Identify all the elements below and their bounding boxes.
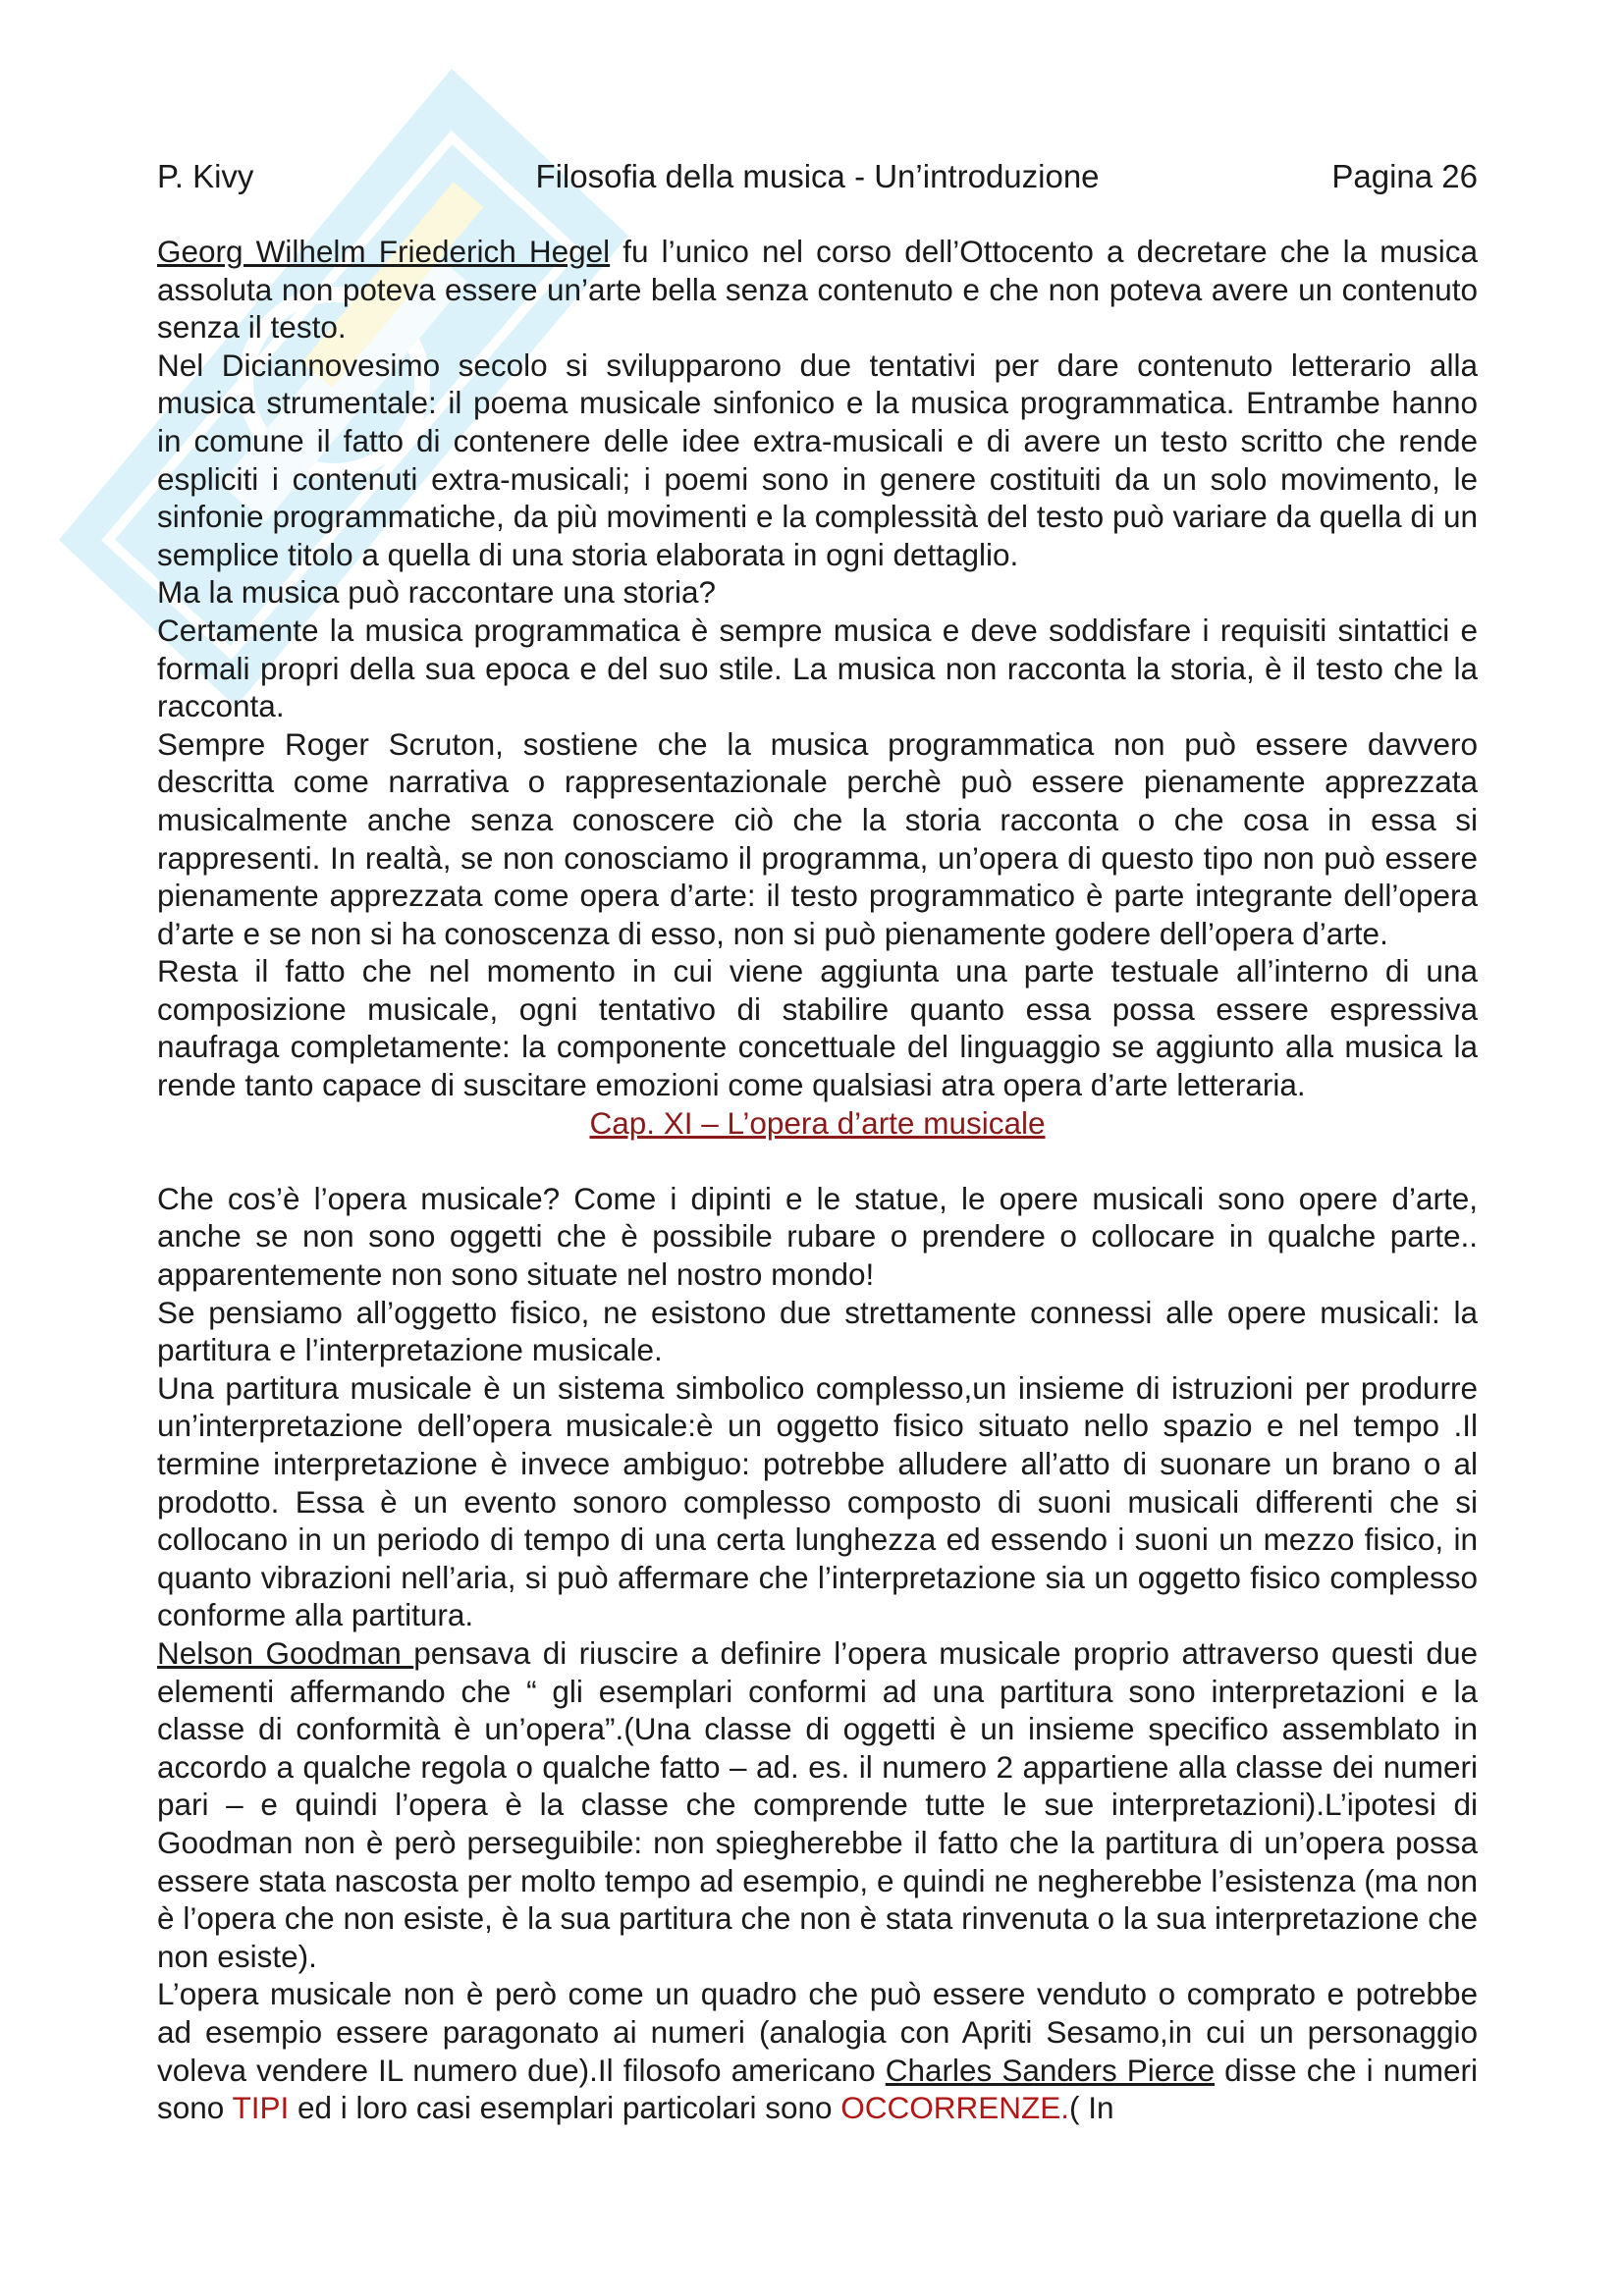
paragraph-testo: Resta il fatto che nel momento in cui viene aggiunta una parte testuale all’interno di una composizione musicale, ogni tentativo di stabilire quanto essa possa essere espressiva naufraga completamente: la componente concettuale del linguaggio se aggiunto alla musica la rende tanto capace di suscitare emozioni come qualsiasi atra opera d’arte letteraria. bbox=[157, 953, 1478, 1103]
paragraph-ottocento: Nel Diciannovesimo secolo si svilupparono due tentativi per dare contenuto letterario alla musica strumentale: il poema musicale sinfonico e la musica programmatica. Entrambe hanno in comune il fatto di contenere delle idee extra-musicali e di avere un testo scritto che rende espliciti i contenuti extra-musicali; i poemi sono in genere costituiti da un solo movimento, le sinfonie programmatiche, da più movimenti e la complessità del testo può variare da quella di un semplice titolo a quella di una storia elaborata in ogni dettaglio. bbox=[157, 347, 1478, 572]
paragraph-text: L’opera musicale non è però come un quadro che può essere venduto o comprato e potrebbe ad esempio essere paragonato ai numeri (analogia con Apriti Sesamo,in cui un personaggio voleva vendere IL numero due).Il filosofo americano bbox=[157, 1976, 1478, 2088]
term-tipi: TIPI bbox=[232, 2090, 290, 2126]
paragraph-programmatica: Certamente la musica programmatica è sempre musica e deve soddisfare i requisiti sintattici e formali propri della sua epoca e del suo stile. La musica non racconta la storia, è il testo che la racconta. bbox=[157, 612, 1478, 724]
header-author: P. Kivy bbox=[157, 158, 254, 194]
header-page-number: Pagina 26 bbox=[1331, 158, 1478, 194]
paragraph-oggetto-fisico: Se pensiamo all’oggetto fisico, ne esistono due strettamente connessi alle opere musicali: la partitura e l’interpretazione musicale. bbox=[157, 1294, 1478, 1368]
document-body bbox=[157, 233, 1478, 2127]
paragraph-text: fu l’unico nel corso dell’Ottocento a decretare che la musica assoluta non poteva essere un’arte bella senza contenuto e che non poteva avere un contenuto senza il testo. bbox=[157, 234, 1478, 346]
paragraph-pierce bbox=[157, 1975, 1478, 2126]
paragraph-hegel bbox=[157, 233, 1478, 347]
paragraph-goodman bbox=[157, 1634, 1478, 1975]
paragraph-text: disse che i numeri sono bbox=[157, 2052, 1478, 2126]
paragraph-text: pensava di riuscire a definire l’opera musicale proprio attraverso questi due elementi affermando che “ gli esemplari conformi ad una partitura sono interpretazioni e la classe di conformità è un’opera”.(Una classe di oggetti è un insieme specifico assemblato in accordo a qualche regola o qualche fatto – ad. es. il numero 2 appartiene alla classe dei numeri pari – e quindi l’opera è la classe che comprende tutte le sue interpretazioni).L’ipotesi di Goodman non è però perseguibile: non spiegherebbe il fatto che la partitura di un’opera possa essere stata nascosta per molto tempo ad esempio, e quindi ne negherebbe l’esistenza (ma non è l’opera che non esiste, è la sua partitura che non è stata rinvenuta o la sua interpretazione che non esiste). bbox=[157, 1634, 1478, 1974]
paragraph-text: ( In bbox=[1069, 2090, 1114, 2126]
paragraph-question: Ma la musica può raccontare una storia? bbox=[157, 574, 717, 611]
paragraph-scruton: Sempre Roger Scruton, sostiene che la musica programmatica non può essere davvero descritta come narrativa o rappresentazionale perchè può essere pienamente apprezzata musicalmente anche senza conoscere ciò che la storia racconta o che cosa in essa si rappresenti. In realtà, se non conosciamo il programma, un’opera di questo tipo non può essere pienamente apprezzata come opera d’arte: il testo programmatico è parte integrante dell’opera d’arte e se non si ha conoscenza di esso, non si può pienamente godere dell’opera d’arte. bbox=[157, 725, 1478, 951]
paragraph-partitura: Una partitura musicale è un sistema simbolico complesso,un insieme di istruzioni per produrre un’interpretazione dell’opera musicale:è un oggetto fisico situato nello spazio e nel tempo .Il termine interpretazione è invece ambiguo: potrebbe alludere all’atto di suonare un brano o al prodotto. Essa è un evento sonoro complesso composto di suoni musicali differenti che si collocano in un periodo di tempo di una certa lunghezza ed essendo i suoni un mezzo fisico, in quanto vibrazioni nell’aria, si può affermare che l’interpretazione sia un oggetto fisico complesso conforme alla partitura. bbox=[157, 1369, 1478, 1633]
header-title: Filosofia della musica - Un’introduzione bbox=[535, 158, 1100, 194]
link-hegel[interactable]: Georg Wilhelm Friederich Hegel bbox=[157, 234, 611, 269]
paragraph-text: ed i loro casi esemplari particolari sono bbox=[289, 2090, 841, 2126]
link-pierce[interactable]: Charles Sanders Pierce bbox=[885, 2052, 1216, 2088]
page-header bbox=[157, 155, 1478, 198]
term-occorrenze: OCCORRENZE. bbox=[840, 2090, 1070, 2126]
paragraph-opera-musicale: Che cos’è l’opera musicale? Come i dipinti e le statue, le opere musicali sono opere d’arte, anche se non sono oggetti che è possibile rubare o prendere o collocare in qualche parte.. apparentemente non sono situate nel nostro mondo! bbox=[157, 1180, 1478, 1293]
link-goodman[interactable]: Nelson Goodman bbox=[157, 1634, 414, 1671]
chapter-heading[interactable]: Cap. XI – L’opera d’arte musicale bbox=[589, 1104, 1046, 1141]
